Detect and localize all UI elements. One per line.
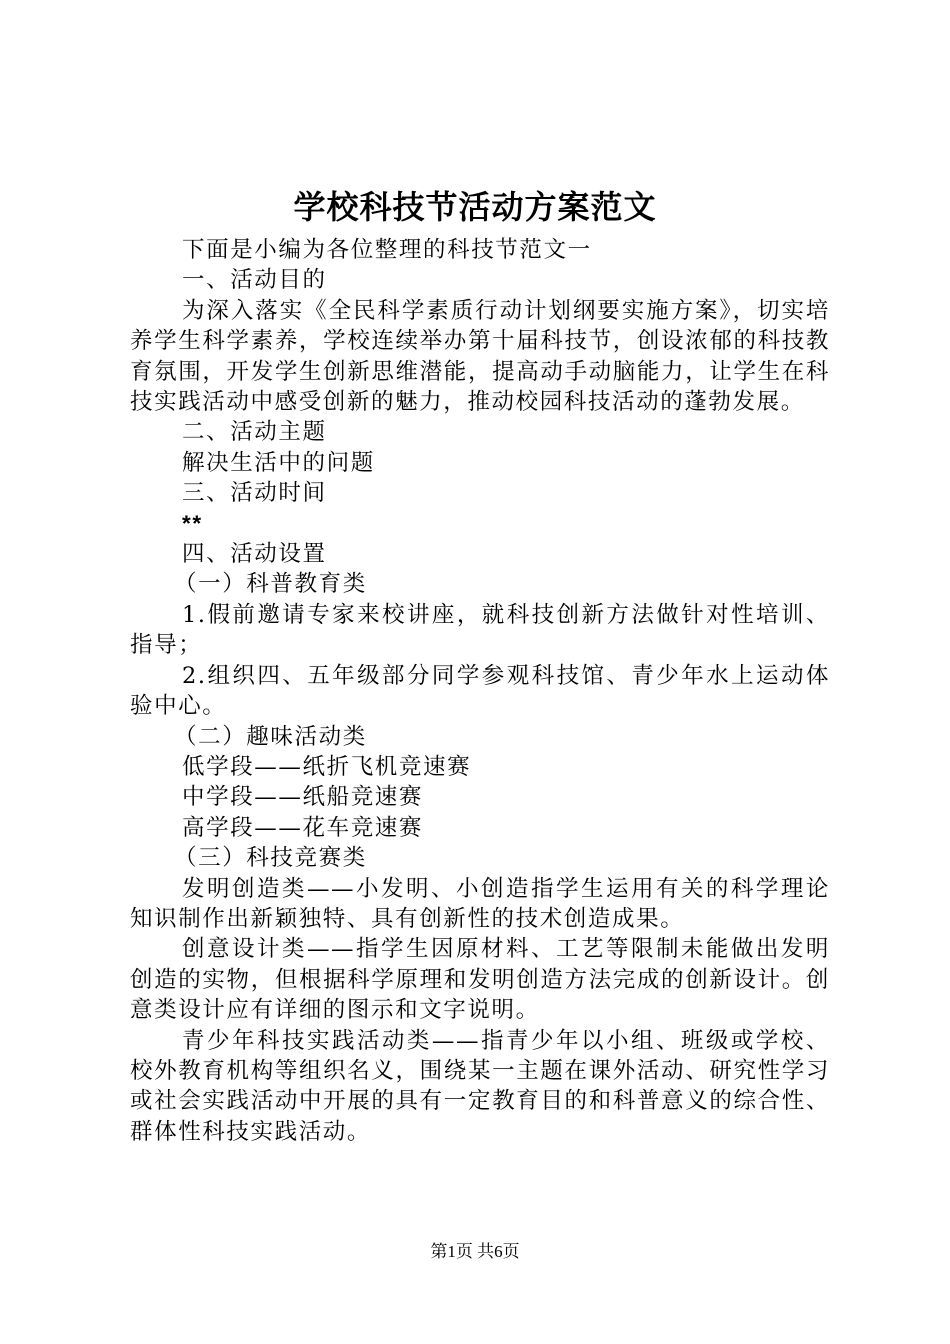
fun-item-mid: 中学段——纸船竞速赛 xyxy=(182,784,424,811)
competition-item-invention: 发明创造类——小发明、小创造指学生运用有关的科学理论知识制作出新颖独特、具有创新性的技术创造成果。 xyxy=(130,875,830,932)
section-heading-time: 三、活动时间 xyxy=(182,480,327,507)
subsection-heading-education: （一）科普教育类 xyxy=(174,571,367,598)
theme-paragraph: 解决生活中的问题 xyxy=(182,449,375,476)
document-title: 学校科技节活动方案范文 xyxy=(293,188,657,226)
time-paragraph: ** xyxy=(182,510,203,536)
section-heading-purpose: 一、活动目的 xyxy=(182,267,327,294)
section-heading-setup: 四、活动设置 xyxy=(182,541,327,568)
section-heading-theme: 二、活动主题 xyxy=(182,419,327,446)
fun-item-low: 低学段——纸折飞机竞速赛 xyxy=(182,753,472,780)
document-body xyxy=(130,235,830,1147)
education-item-2: 2.组织四、五年级部分同学参观科技馆、青少年水上运动体验中心。 xyxy=(130,662,830,720)
fun-item-high: 高学段——花车竞速赛 xyxy=(182,814,424,841)
subsection-heading-competition: （三）科技竞赛类 xyxy=(174,845,367,872)
education-item-1: 1.假前邀请专家来校讲座，就科技创新方法做针对性培训、指导； xyxy=(130,601,830,659)
page-number: 第1页 共6页 xyxy=(430,1242,520,1261)
purpose-paragraph: 为深入落实《全民科学素质行动计划纲要实施方案》，切实培养学生科学素养，学校连续举办第十届科技节，创设浓郁的科技教育氛围，开发学生创新思维潜能，提高动手动脑能力，让学生在科技实践活动中感受创新的魅力，推动校园科技活动的蓬勃发展。 xyxy=(130,297,830,416)
competition-item-practice: 青少年科技实践活动类——指青少年以小组、班级或学校、校外教育机构等组织名义，围绕某一主题在课外活动、研究性学习或社会实践活动中开展的具有一定教育目的和科普意义的综合性、群体性科技实践活动。 xyxy=(130,1027,830,1145)
competition-item-design: 创意设计类——指学生因原材料、工艺等限制未能做出发明创造的实物，但根据科学原理和发明创造方法完成的创新设计。创意类设计应有详细的图示和文字说明。 xyxy=(130,936,830,1024)
subsection-heading-fun: （二）趣味活动类 xyxy=(174,723,367,750)
intro-paragraph: 下面是小编为各位整理的科技节范文一 xyxy=(182,237,592,263)
